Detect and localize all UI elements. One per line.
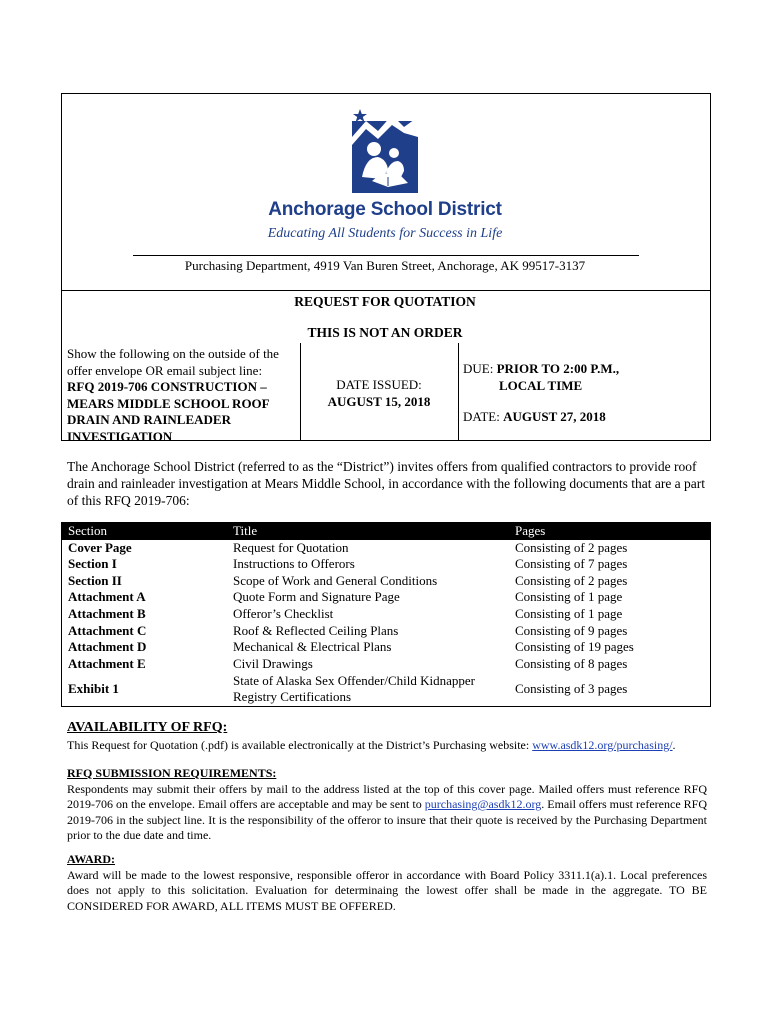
due-date-label: DATE: bbox=[463, 409, 504, 424]
row-title: Mechanical & Electrical Plans bbox=[233, 639, 392, 655]
due-label: DUE: bbox=[463, 361, 497, 376]
due-date bbox=[463, 409, 606, 425]
row-title: Civil Drawings bbox=[233, 655, 313, 671]
row-title: Instructions to Offerors bbox=[233, 556, 355, 572]
row-title-line: Registry Certifications bbox=[233, 689, 352, 705]
table-row bbox=[62, 573, 710, 590]
availability-end: . bbox=[672, 738, 676, 752]
envelope-subject-line: INVESTIGATION bbox=[67, 428, 173, 444]
address-rule bbox=[133, 255, 639, 256]
date-issued-label: DATE ISSUED: bbox=[336, 377, 422, 392]
row-pages: Consisting of 1 page bbox=[515, 605, 623, 621]
row-section: Section I bbox=[68, 556, 117, 572]
envelope-subject-line: MEARS MIDDLE SCHOOL ROOF bbox=[67, 395, 270, 411]
table-row bbox=[62, 540, 710, 557]
row-title: Quote Form and Signature Page bbox=[233, 589, 400, 605]
row-title bbox=[228, 673, 509, 705]
award-text: Award will be made to the lowest responsive, responsible offeror in accordance with Board Policy 3311.1(a).1. Local preferences does not apply to this solicitation. Evaluation for determinaing the lowest offer shall be made in the aggregate. TO BE CONSIDERED FOR AWARD, ALL ITEMS MUST BE OFFERED. bbox=[67, 867, 707, 913]
purchasing-address: Purchasing Department, 4919 Van Buren Street, Anchorage, AK 99517-3137 bbox=[184, 258, 586, 273]
row-title: Roof & Reflected Ceiling Plans bbox=[233, 622, 399, 638]
row-section: Section II bbox=[68, 572, 122, 588]
purchasing-website-link[interactable]: www.asdk12.org/purchasing/ bbox=[532, 738, 673, 752]
district-tagline: Educating All Students for Success in Life bbox=[267, 226, 503, 241]
award-heading: AWARD: bbox=[67, 852, 115, 866]
rfq-title: REQUEST FOR QUOTATION bbox=[294, 294, 476, 309]
table-row bbox=[62, 639, 710, 656]
envelope-subject-line: RFQ 2019-706 CONSTRUCTION – bbox=[67, 379, 267, 394]
envelope-instruction-line: Show the following on the outside of the bbox=[67, 346, 279, 361]
row-title-line: State of Alaska Sex Offender/Child Kidnapper bbox=[233, 673, 476, 689]
header-title: Title bbox=[233, 523, 258, 538]
submission-heading: RFQ SUBMISSION REQUIREMENTS: bbox=[67, 766, 277, 780]
table-row bbox=[62, 606, 710, 623]
due-time bbox=[463, 361, 708, 394]
row-title: Offeror’s Checklist bbox=[233, 605, 334, 621]
due-date-value: AUGUST 27, 2018 bbox=[503, 409, 606, 424]
purchasing-email-link[interactable]: purchasing@asdk12.org bbox=[424, 797, 542, 811]
table-header-row bbox=[62, 523, 710, 540]
row-title: Scope of Work and General Conditions bbox=[233, 572, 438, 588]
availability-heading: AVAILABILITY OF RFQ: bbox=[67, 720, 228, 735]
table-row bbox=[62, 656, 710, 673]
header-pages: Pages bbox=[515, 523, 546, 538]
table-row bbox=[62, 623, 710, 640]
row-section: Attachment B bbox=[68, 605, 146, 621]
table-row bbox=[62, 556, 710, 573]
header-section: Section bbox=[68, 523, 107, 538]
submission-section bbox=[67, 766, 707, 844]
not-an-order-notice: THIS IS NOT AN ORDER bbox=[307, 325, 463, 340]
row-title: Request for Quotation bbox=[233, 539, 349, 555]
row-pages: Consisting of 1 page bbox=[515, 589, 623, 605]
header-divider bbox=[61, 290, 711, 291]
submission-body: Respondents may submit their offers by mail to the address listed at the top of this cover page. Mailed offers must reference RFQ 2019-706 on the envelope. Email offers are acceptable and may be sent to bbox=[67, 781, 707, 811]
table-row bbox=[62, 672, 710, 706]
row-pages: Consisting of 2 pages bbox=[515, 572, 628, 588]
row-section: Exhibit 1 bbox=[68, 681, 119, 697]
documents-table bbox=[61, 522, 711, 707]
availability-body: This Request for Quotation (.pdf) is available electronically at the District’s Purchasing website: bbox=[67, 738, 533, 752]
availability-text bbox=[67, 738, 676, 753]
envelope-instruction-line: offer envelope OR email subject line: bbox=[67, 362, 263, 378]
row-pages: Consisting of 19 pages bbox=[515, 639, 634, 655]
intro-paragraph: The Anchorage School District (referred to as the “District”) invites offers from qualified contractors to provide roof drain and rainleader investigation at Mears Middle School, in accordance with the following documents that are a part of this RFQ 2019-706: bbox=[67, 459, 706, 508]
date-issued bbox=[300, 377, 458, 410]
district-logo-icon bbox=[352, 107, 418, 193]
due-time-local: LOCAL TIME bbox=[499, 377, 583, 393]
date-issued-value: AUGUST 15, 2018 bbox=[327, 393, 431, 409]
row-pages: Consisting of 9 pages bbox=[515, 622, 628, 638]
row-section: Attachment A bbox=[68, 589, 146, 605]
submission-text bbox=[67, 782, 707, 844]
column-divider bbox=[458, 343, 459, 441]
envelope-instructions bbox=[67, 346, 299, 445]
envelope-subject-line: DRAIN AND RAINLEADER bbox=[67, 412, 231, 427]
row-pages: Consisting of 8 pages bbox=[515, 655, 628, 671]
row-pages: Consisting of 2 pages bbox=[515, 539, 628, 555]
due-time-value: PRIOR TO 2:00 P.M., bbox=[496, 361, 620, 376]
submission-body-end: . Email offers must reference RFQ 2019-706 in the subject line. It is the responsibility of the offeror to insure that their quote is received by the Purchasing Department prior to the due date and time. bbox=[67, 797, 707, 842]
award-section bbox=[67, 852, 707, 914]
row-section: Attachment C bbox=[68, 622, 147, 638]
row-section: Attachment D bbox=[68, 639, 147, 655]
district-name: Anchorage School District bbox=[268, 199, 502, 220]
row-pages: Consisting of 3 pages bbox=[515, 681, 628, 697]
row-section: Attachment E bbox=[68, 655, 146, 671]
row-pages: Consisting of 7 pages bbox=[515, 556, 628, 572]
row-section: Cover Page bbox=[68, 539, 132, 555]
table-row bbox=[62, 589, 710, 606]
